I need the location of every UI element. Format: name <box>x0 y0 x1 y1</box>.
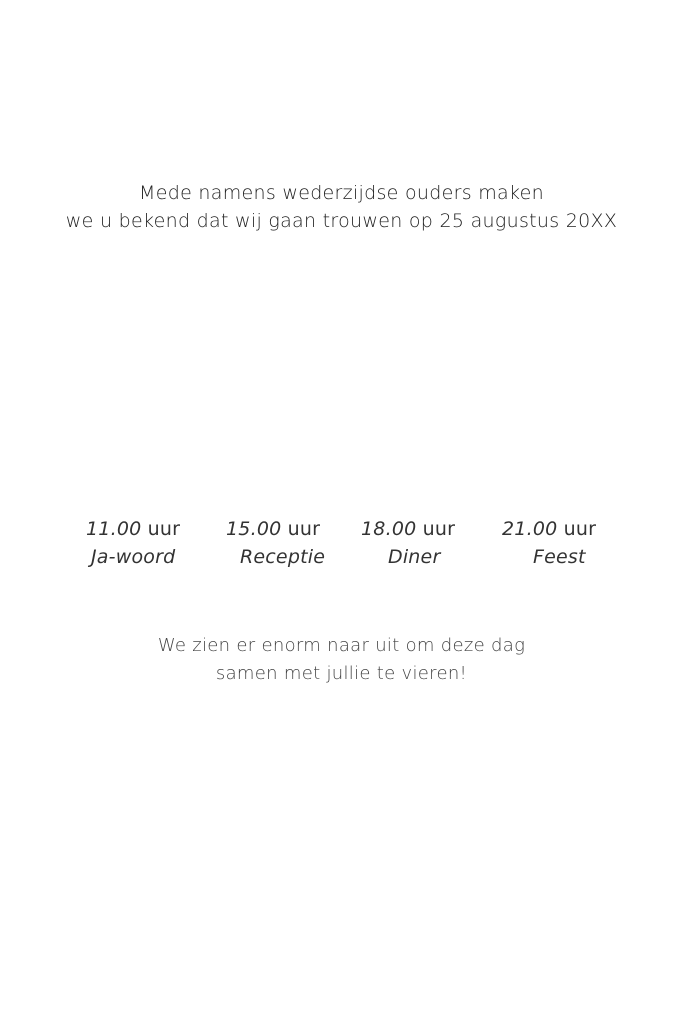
schedule-time-unit: uur <box>422 518 456 540</box>
schedule-time-value: 18.00 <box>361 518 417 540</box>
schedule-label-4: Feest <box>533 546 586 568</box>
intro-line-1: Mede namens wederzijdse ouders maken <box>139 182 544 204</box>
schedule-label-3: Diner <box>388 546 441 568</box>
schedule-label-2: Receptie <box>240 546 326 568</box>
schedule-time-value: 15.00 <box>226 518 282 540</box>
schedule-label-1: Ja-woord <box>91 546 176 568</box>
schedule-time-2 <box>226 518 320 540</box>
schedule-time-unit: uur <box>287 518 321 540</box>
closing-line-2: samen met jullie te vieren! <box>215 663 468 684</box>
schedule-time-unit: uur <box>147 518 181 540</box>
intro-line-2: we u bekend dat wij gaan trouwen op 25 augustus 20XX <box>65 210 618 232</box>
closing-line-1: We zien er enorm naar uit om deze dag <box>157 635 526 656</box>
schedule-time-1 <box>86 518 180 540</box>
schedule-time-unit: uur <box>563 518 597 540</box>
schedule-time-value: 21.00 <box>502 518 558 540</box>
schedule-time-3 <box>361 518 455 540</box>
schedule-time-value: 11.00 <box>86 518 142 540</box>
schedule-time-4 <box>502 518 596 540</box>
